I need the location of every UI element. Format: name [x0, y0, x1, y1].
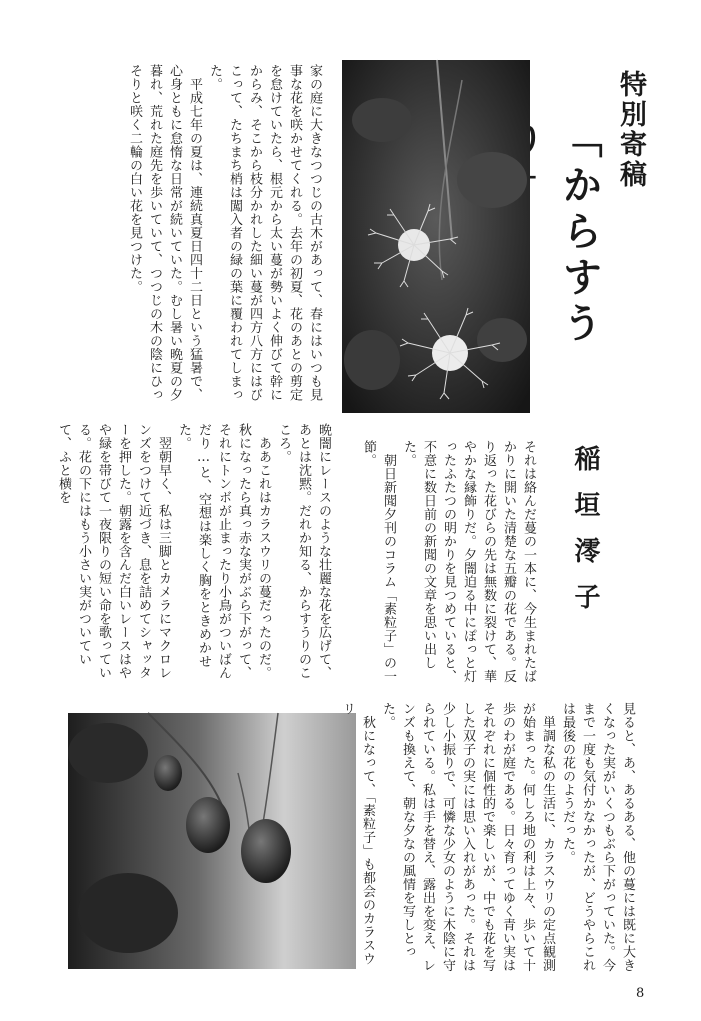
article-title: 「からすう [556, 118, 603, 348]
text-column-middle: 晩闇にレースのような壮麗な花を広げて、あとは沈黙。だれか知る、からすうりのこころ。 ああこれはカラスウリの蔓だったのだ。秋になったら真っ赤な実がぶら下がって、それにトンボが止まったり小鳥がついばんだり…と、空想は楽しく胸をときめかせた。 翌朝早く、私は三脚とカメラにマクロレンズをつけて近づき、息を詰めてシャッターを押した。朝露を含んだ白いレースはやや緑を帯びて一夜限りの短い命を歌っている。花の下にはもう小さい実がついていて、ふと横を [56, 423, 331, 680]
author-name: 稲垣澪子 [570, 445, 600, 629]
flower-photo [342, 60, 530, 413]
heading-label: 特別寄稿 [615, 70, 646, 190]
text-column-top-right: それは絡んだ蔓の一本に、今生まれたばかりに開いた清楚な五瓣の花である。反り返った花びらの先は無数に裂けて、華やかな縁飾りだ。夕闇迫る中にぽっと灯ったふたつの明かりを見つめていると、不意に数日前の新聞の文章を思い出した。 朝日新聞夕刊のコラム「素粒子」の一節。 [361, 440, 536, 683]
fruit-photo-graphic [68, 713, 356, 969]
text-column-bottom-right: 見ると、あ、あるある、他の蔓には既に大きくなった実がいくつもぶら下がっていた。今まで一度も気付かなかったが、どうやらこれは最後の花のようだった。 単調な私の生活に、カラスウリの定点観測が始まった。何しろ地の利は上々、歩いて十歩のわが庭である。日々育ってゆく青い実はそれぞれに個性的で楽しいが、中でも花を写した双子の実には思い入れがあった。それは少し小振りで、可憐な少女のように木陰に守られている。私は手を替え、露出を変え、レンズも換えて、朝な夕なの風情を写しとった。 秋になって、「素粒子」も都会のカラスウリ [340, 702, 635, 972]
text-column-top-left: 家の庭に大きなつつじの古木があって、春にはいつも見事な花を咲かせてくれる。去年の初夏、花のあとの剪定を怠けていたら、根元から太い蔓が勢いよく伸びて幹にからみ、そこから枝分かれした細い蔓が四方八方にはびこって、たちまち梢は闖入者の緑の葉に覆われてしまった。 平成七年の夏は、連続真夏日四十二日という猛暑で、心身ともに怠惰な日常が続いていた。むし暑い晩夏の夕暮れ、荒れた庭先を歩いていて、つつじの木の陰にひっそりと咲く二輪の白い花を見つけた。 [127, 64, 322, 402]
flower-photo-graphic [342, 60, 530, 413]
fruit-photo [68, 713, 356, 969]
page-number: 8 [636, 986, 645, 1001]
